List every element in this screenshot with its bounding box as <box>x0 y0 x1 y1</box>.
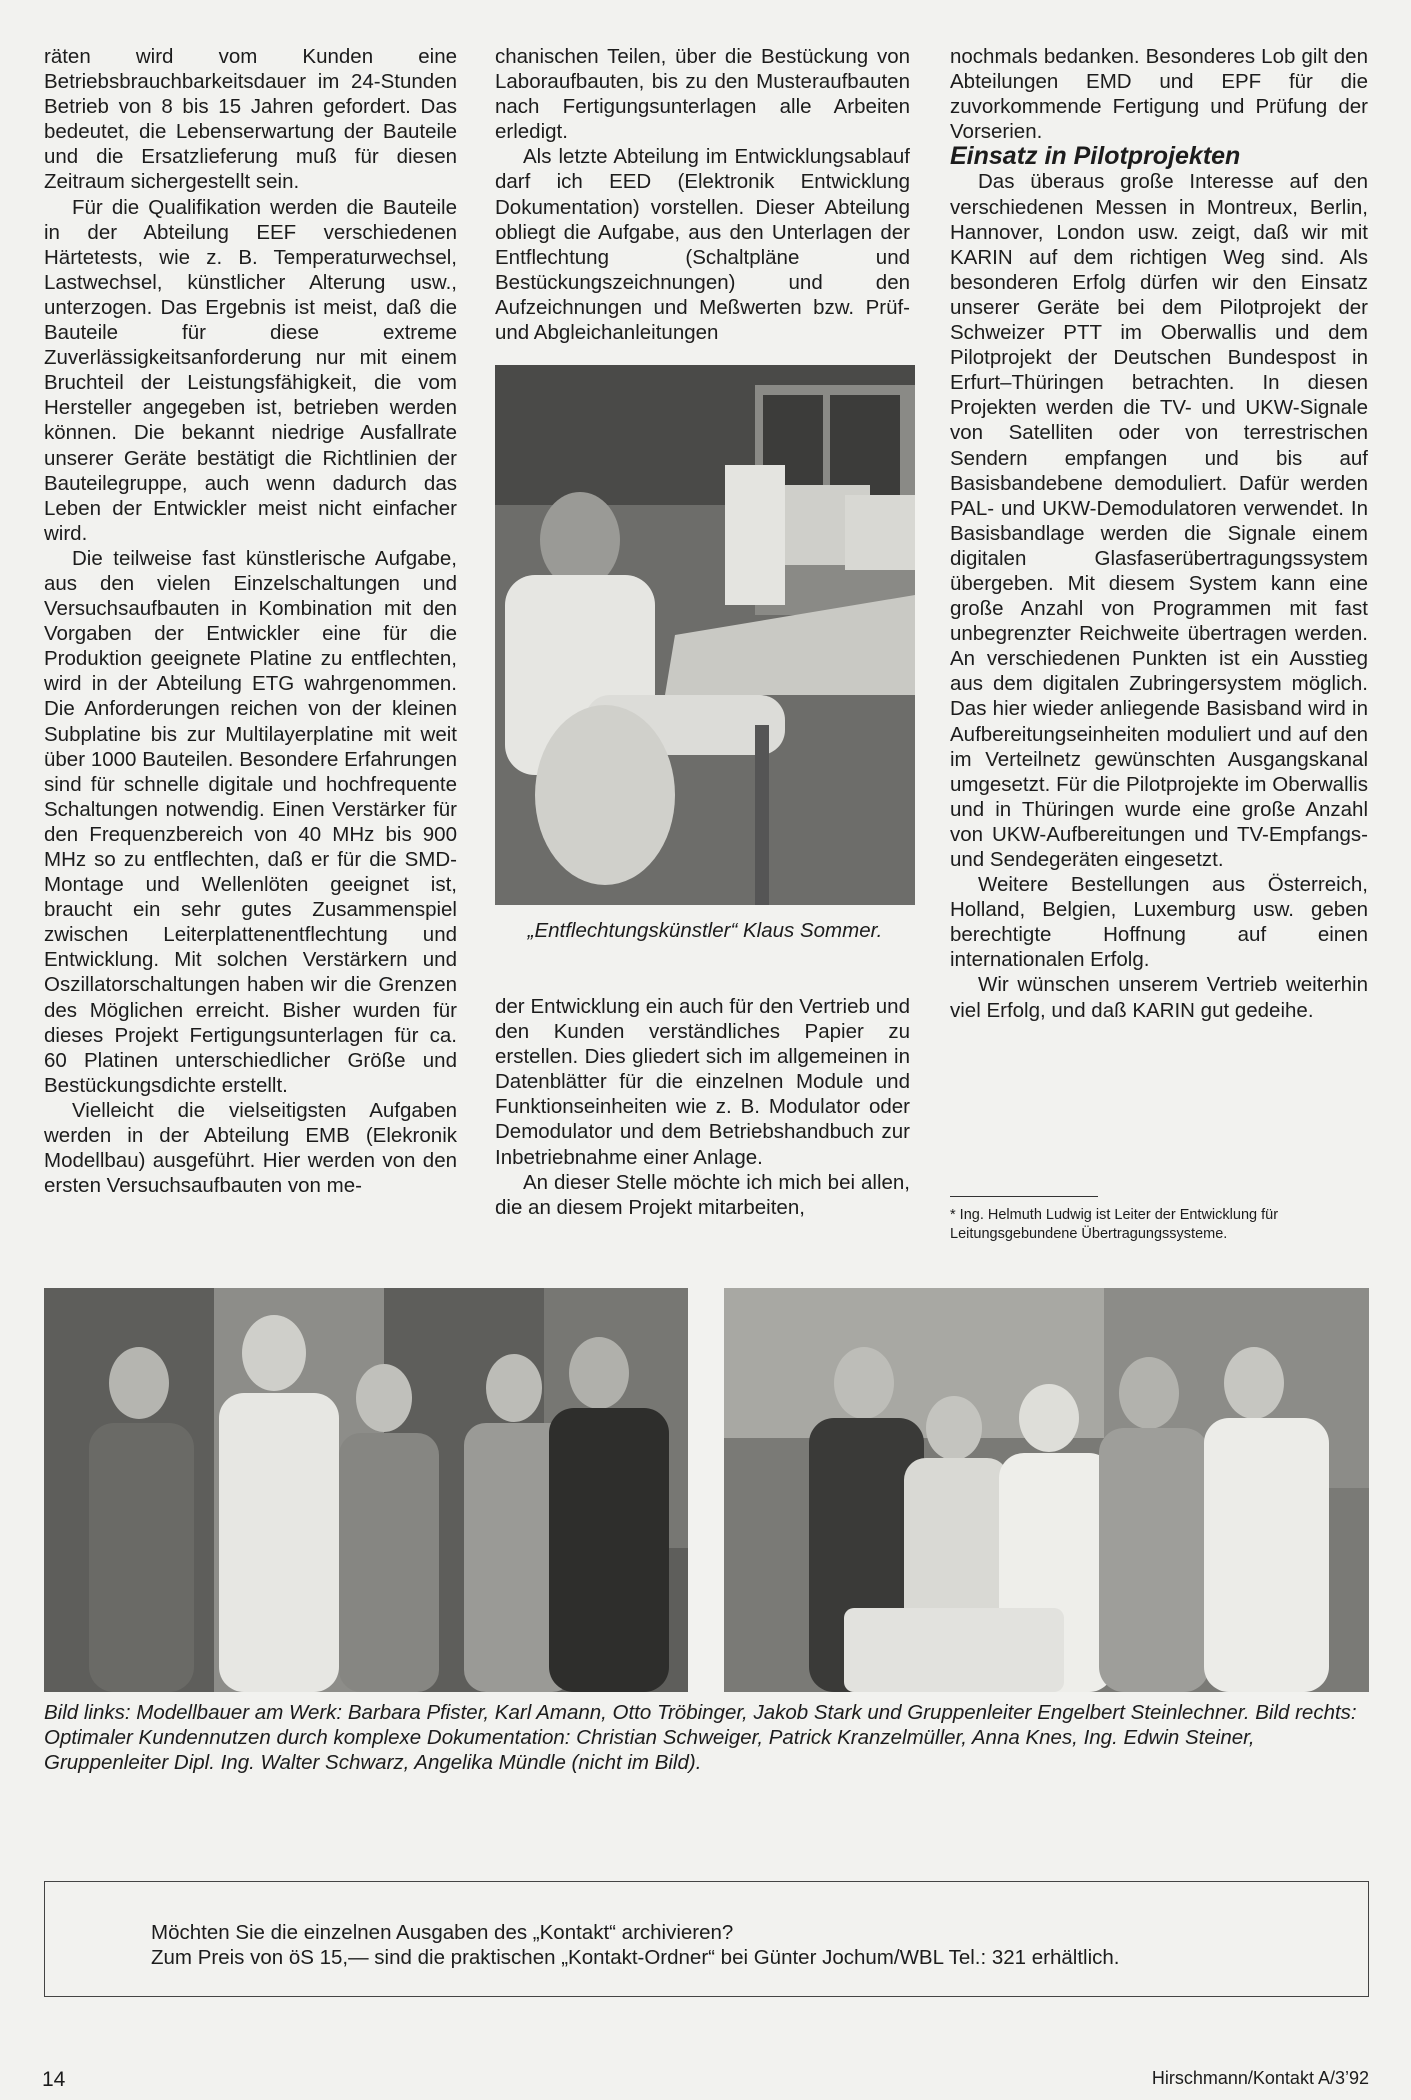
page-number: 14 <box>42 2068 66 2091</box>
photo-caption-top: „Entflechtungskünstler“ Klaus Sommer. <box>527 919 883 942</box>
paragraph: räten wird vom Kunden eine Betriebsbrauchbarkeitsdauer im 24-Stunden Betrieb von 8 bis 15 Jahren gefordert. Das bedeutet, die Lebenserwartung der Bauteile und die Ersatzlieferung muß für diesen Zeitraum sichergestellt sein. <box>44 45 457 194</box>
paragraph: Weitere Bestellungen aus Österreich, Holland, Belgien, Luxemburg usw. geben berechtigte Hoffnung auf einen internationalen Erfolg. <box>950 873 1368 972</box>
footnote-divider <box>950 1196 1098 1197</box>
paragraph: Die teilweise fast künstlerische Aufgabe, aus den vielen Einzelschaltungen und Versuchsaufbauten in Kombination mit den Vorgaben der Entwickler eine für die Produktion geeignete Platine zu entflechten, wird in der Abteilung ETG wahrgenommen. Die Anforderungen reichen von der kleinen Subplatine bis zur Multilayerplatine mit weit über 1000 Bauteilen. Besondere Erfahrungen sind für schnelle digitale und hochfrequente Schaltungen notwendig. Einen Verstärker für den Frequenzbereich von 40 MHz bis 900 MHz so zu entflechten, daß er für die SMD-Montage und Wellenlöten geeignet ist, braucht ein sehr gutes Zusammenspiel zwischen Leiterplattenentflechtung und Entwicklung. Mit solchen Verstärkern und Oszillatorschaltungen haben wir die Grenzen des Möglichen erreicht. Bisher wurden für dieses Projekt Fertigungsunterlagen für ca. 60 Platinen unterschiedlicher Größe und Bestückungsdichte erstellt. <box>44 546 457 1097</box>
paragraph: der Entwicklung ein auch für den Vertrieb und den Kunden verständliches Papier zu erstellen. Dies gliedert sich im allgemeinen in Datenblätter für die einzelnen Module und Funktionseinheiten wie z. B. Modulator oder Demodulator und dem Betriebshandbuch zur Inbetriebnahme einer Anlage. <box>495 995 910 1169</box>
photo-caption-bottom: Bild links: Modellbauer am Werk: Barbara Pfister, Karl Amann, Otto Tröbinger, Jakob Stark und Gruppenleiter Engelbert Steinlechner. Bild rechts: Optimaler Kundennutzen durch komplexe Dokumentation: Christian Schweiger, Patrick Kranzelmüller, Anna Knes, Ing. Edwin Steiner, Gruppenleiter Dipl. Ing. Walter Schwarz, Angelika Mündle (nicht im Bild). <box>44 1701 1357 1775</box>
photo-documentation-team <box>724 1288 1369 1692</box>
paragraph: Vielleicht die vielseitigsten Aufgaben werden in der Abteilung EMB (Elekronik Modellbau) ausgeführt. Hier werden von den ersten Versuchsaufbauten von me- <box>44 1098 457 1198</box>
photo-engineer-at-desk <box>495 365 915 905</box>
paragraph: nochmals bedanken. Besonderes Lob gilt den Abteilungen EMD und EPF für die zuvorkommende Fertigung und Prüfung der Vorserien. <box>950 45 1368 144</box>
column-right <box>950 44 1368 1023</box>
paragraph: Wir wünschen unserem Vertrieb weiterhin viel Erfolg, und daß KARIN gut gedeihe. <box>950 973 1368 1022</box>
paragraph: An dieser Stelle möchte ich mich bei allen, die an diesem Projekt mitarbeiten, <box>495 1170 910 1219</box>
info-box-line: Möchten Sie die einzelnen Ausgaben des „Kontakt“ archivieren? <box>151 1921 734 1944</box>
section-heading: Einsatz in Pilotprojekten <box>950 142 1241 171</box>
paragraph: Für die Qualifikation werden die Bauteile in der Abteilung EEF verschiedenen Härtetests, wie z. B. Temperaturwechsel, Lastwechsel, künstlicher Alterung usw., unterzogen. Das Ergebnis ist meist, daß die Bauteile für diese extreme Zuverlässigkeitsanforderung nur mit einem Bruchteil der Leistungsfähigkeit, die vom Hersteller angegeben ist, betrieben werden können. Die bekannt niedrige Ausfallrate unserer Geräte bestätigt die Richtlinien der Bauteilegruppe, auch wenn dadurch das Leben der Entwickler meist nicht einfacher wird. <box>44 195 457 545</box>
column-middle-bottom <box>495 994 910 1220</box>
photo-model-builders <box>44 1288 688 1692</box>
footnote: * Ing. Helmuth Ludwig ist Leiter der Entwicklung für Leitungsgebundene Übertragungssysteme. <box>950 1207 1279 1242</box>
column-left <box>44 44 457 1198</box>
column-middle-top <box>495 44 910 345</box>
paragraph: Als letzte Abteilung im Entwicklungsablauf darf ich EED (Elektronik Entwicklung Dokumentation) vorstellen. Dieser Abteilung obliegt die Aufgabe, aus den Unterlagen der Entflechtung (Schaltpläne und Bestückungszeichnungen) und den Aufzeichnungen und Meßwerten bzw. Prüf- und Abgleichanleitungen <box>495 145 910 345</box>
info-box-line: Zum Preis von öS 15,— sind die praktischen „Kontakt-Ordner“ bei Günter Jochum/WBL Tel.: 321 erhältlich. <box>151 1946 1120 1969</box>
issue-label: Hirschmann/Kontakt A/3’92 <box>1151 2068 1369 2088</box>
paragraph: Das überaus große Interesse auf den verschiedenen Messen in Montreux, Berlin, Hannover, London usw. zeigt, daß wir mit KARIN auf dem richtigen Weg sind. Als besonderen Erfolg dürfen wir den Einsatz unserer Geräte bei dem Pilotprojekt der Schweizer PTT im Oberwallis und dem Pilotprojekt der Deutschen Bundespost in Erfurt–Thüringen betrachten. In diesen Projekten werden die TV- und UKW-Signale von Satelliten oder von terrestrischen Sendern empfangen und bis auf Basisbandebene demoduliert. Dafür werden PAL- und UKW-Demodulatoren verwendet. In Basisbandlage werden die Signale einem digitalen Glasfaserübertragungssystem übergeben. Mit diesem System kann eine große Anzahl von Programmen mit fast unbegrenzter Reichweite übertragen werden. An verschiedenen Punkten ist ein Ausstieg aus dem digitalen Zubringersystem möglich. Das hier wieder anliegende Basisband wird in Aufbereitungseinheiten moduliert und auf den im Verteilnetz gewünschten Ausgangskanal umgesetzt. Für die Pilotprojekte im Oberwallis und in Thüringen wurde eine große Anzahl von UKW-Aufbereitungen und TV-Empfangs- und Sendegeräten eingesetzt. <box>950 170 1368 871</box>
info-box <box>44 1881 1369 1997</box>
paragraph: chanischen Teilen, über die Bestückung von Laboraufbauten, bis zu den Musteraufbauten nach Fertigungsunterlagen alle Arbeiten erledigt. <box>495 45 910 144</box>
